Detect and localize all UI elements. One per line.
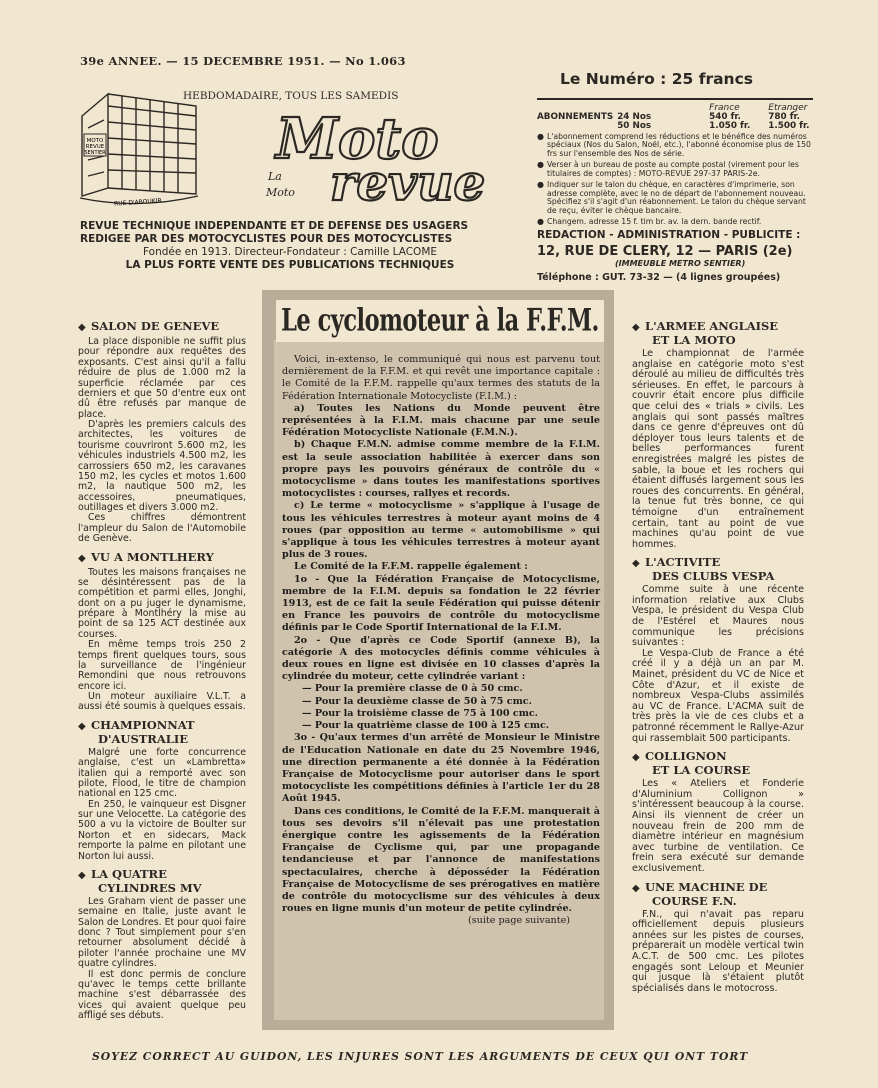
center-article-text: Voici, in-extenso, le communiqué qui nous est parvenu tout dernièrement de la F.F.M. et qui revêt une importance capitale : le Comité de la F.F.M. rappelle qu'aux termes des statuts de la Fédération Internationale Motocycliste (F.I.M.) : a) Toutes les Nations du Monde peuvent être représentées à la F.I.M. mais chacune par une seule Fédération Motocycliste Nationale (F.M.N.). b) Chaque F.M.N. admise comme membre de la F.I.M. est la seule association habilitée à exercer dans son propre pays les pouvoirs généraux de contrôle du « motocyclisme » dans toutes les manifestations sportives motocyclistes : courses, rallyes et records. c) Le terme « motocyclisme » s'applique à l'usage de tous les véhicules terrestres à moteur ayant moins de 4 roues (par opposition au terme « automobilisme » qui s'applique à tous les véhicules terrestres à moteur ayant plus de 3 roues. Le Comité de la F.F.M. rappelle également : 1o - Que la Fédération Française de Motocyclisme, membre de la F.I.M. depuis sa fondation le 22 février 1913, est de ce fait la seule Fédération qui puisse détenir en France les pouvoirs de contrôle du motocyclisme définis par le Code Sportif International de la F.I.M. 2o - Que d'après ce Code Sportif (annexe B), la catégorie A des motocycles définis comme véhicules à deux roues en ligne est divisée en 10 classes d'après la cylindrée du moteur, cette cylindrée variant : — Pour la première classe de 0 à 50 cmc. — Pour la deuxième classe de 50 à 75 cmc. — Pour la troisième classe de 75 à 100 cmc. — Pour la quatrième classe de 100 à 125 cmc. 3o - Qu'aux termes d'un arrêté de Monsieur le Ministre de l'Education Nationale en date du 25 Novembre 1946, une direction permanente a été donnée à la Fédération Française de Motocyclisme pour autoriser dans le sport motocycliste les compétitions définies à l'article 1er du 28 Août 1945. Dans ces conditions, le Comité de la F.F.M. manquerait à tous ses devoirs s'il n'élevait pas une protestation énergique contre les agissements de la Fédération Française de Cyclisme qui, par une propagande tendancieuse et par l'annonce de manifestations spectaculaires, cherche à déposséder la Fédération Française de Motocyclisme de ses prérogatives en matière de contrôle du motocyclisme sur des véhicules à deux roues en ligne munis d'un moteur de petite cylindrée. (suite page suivante) bbox=[282, 354, 600, 927]
logo-la: La bbox=[268, 170, 282, 183]
logo-moto: Moto bbox=[276, 106, 439, 172]
article bbox=[632, 881, 804, 995]
diamond-icon: ◆ bbox=[632, 752, 640, 764]
diamond-icon: ◆ bbox=[632, 322, 640, 333]
article-paragraph: En 250, le vainqueur est Disgner sur une Velocette. La catégorie des 500 a vu la victoire de Boulter sur Norton et en sidecars, Mack remporte la palme en pilotant une Norton lui aussi. bbox=[78, 798, 246, 862]
subscription-table bbox=[537, 104, 813, 131]
right-column bbox=[632, 320, 804, 1000]
diamond-icon: ◆ bbox=[78, 869, 86, 881]
building-sign-2: REVUE bbox=[85, 144, 105, 150]
article-heading: ◆ L'ACTIVITE DES CLUBS VESPA bbox=[632, 555, 775, 584]
diamond-icon: ◆ bbox=[78, 322, 86, 333]
moto-revue-logo bbox=[250, 100, 490, 210]
building-sign-3: SENTIER bbox=[84, 150, 106, 156]
article-heading: ◆ SALON DE GENEVE bbox=[78, 319, 220, 333]
row1-etranger: 780 fr. bbox=[768, 111, 800, 122]
article-paragraph: Toutes les maisons françaises ne se désintéressent pas de la compétition et parmi elles, Jonghi, dont on a pu juger le dynamisme, prépare à Montlhéry la mise au point de sa 125 ACT destinée aux courses. bbox=[78, 566, 246, 640]
row2-etranger: 1.500 fr. bbox=[768, 120, 810, 131]
tagline-4: LA PLUS FORTE VENTE DES PUBLICATIONS TECHNIQUES bbox=[125, 259, 455, 271]
article-heading: ◆ UNE MACHINE DE COURSE F.N. bbox=[632, 879, 768, 908]
price-title: Le Numéro : 25 francs bbox=[560, 70, 754, 88]
article bbox=[78, 551, 246, 713]
bullet-icon: ● bbox=[537, 160, 544, 170]
article-paragraph: Un moteur auxiliaire V.L.T. a aussi été soumis à quelques essais. bbox=[78, 691, 246, 713]
article-paragraph: Malgré une forte concurrence anglaise, c'est un «Lambretta» italien qui a remporté avec son pilote, Flood, le titre de champion national en 125 cmc. bbox=[78, 746, 246, 800]
subs-note: ● L'abonnement comprend les réductions et le bénéfice des numéros spéciaux (Nos du Salon, Noël, etc.), l'abonné économise plus de 150 frs sur l'ensemble des Nos de série. bbox=[537, 131, 811, 159]
article-paragraph: Le Vespa-Club de France a été créé il y a déjà un an par M. Mainet, président du VC de Nice et Côte d'Azur, et il existe de nombreux Vespa-Clubs assimilés au VC de France. L'ACMA suit de très près la vie de ces clubs et a patronné récemment le Rallye-Azur qui rassemblait 500 participants. bbox=[632, 647, 804, 744]
article bbox=[78, 719, 246, 862]
tagline-2: REDIGEE PAR DES MOTOCYCLISTES POUR DES MOTOCYCLISTES bbox=[80, 233, 453, 245]
logo-moto-small: Moto bbox=[266, 186, 295, 199]
bullet-icon: ● bbox=[537, 217, 544, 227]
bullet-icon: ● bbox=[537, 179, 544, 189]
article-heading: ◆ LA QUATRE CYLINDRES MV bbox=[78, 866, 202, 895]
diamond-icon: ◆ bbox=[78, 720, 86, 732]
article-paragraph: Le championnat de l'armée anglaise en catégorie moto s'est déroulé au milieu de difficultés très sérieuses. En effet, le parcours à couvrir était encore plus difficile que celui des « trials » civils. Les anglais qui sont passés maîtres dans ce genre d'épreuves ont dû déployer tous leurs talents et de belles performances furent enregistrées malgré les pistes de sable, la boue et les rochers qui étaient diffusés largement sous les roues des concurrents. En général, la tenue fut très bonne, ce qui témoigne d'un entraînement certain, tant au point de vue machines qu'au point de vue hommes. bbox=[632, 348, 804, 550]
article-paragraph: Il est donc permis de conclure qu'avec le temps cette brillante machine s'est débarrassée des vices qui avaient quelque peu affligé ses débuts. bbox=[78, 968, 246, 1021]
article bbox=[78, 868, 246, 1022]
col-etranger: Etranger bbox=[768, 103, 808, 113]
center-article-box bbox=[262, 290, 614, 1030]
subs-note: ● Indiquer sur le talon du chèque, en caractères d'imprimerie, son adresse complète, avec le no de départ de l'abonnement nouveau. Spécifiez s'il s'agit d'un réabonnement. Le talon du chèque servant de reçu, éviter le chèque bancaire. bbox=[537, 179, 806, 216]
article-heading: ◆ VU A MONTLHERY bbox=[78, 549, 214, 564]
subs-note: ● Changem. adresse 15 f. tim br. av. la dern. bande rectif. bbox=[537, 217, 762, 227]
tagline-1: REVUE TECHNIQUE INDEPENDANTE ET DE DEFENSE DES USAGERS bbox=[80, 220, 469, 232]
redaction-line: REDACTION - ADMINISTRATION - PUBLICITE : bbox=[537, 229, 801, 241]
building-street: RUE D'ABOUKIR bbox=[113, 197, 162, 208]
bullet-icon: ● bbox=[537, 131, 544, 141]
subscription-block bbox=[537, 104, 813, 227]
price-divider bbox=[537, 98, 813, 100]
diamond-icon: ◆ bbox=[78, 552, 86, 564]
weekly-note: HEBDOMADAIRE, TOUS LES SAMEDIS bbox=[183, 90, 399, 102]
building-line: (IMMEUBLE METRO SENTIER) bbox=[615, 259, 746, 268]
row1-issues: 24 Nos bbox=[617, 111, 652, 122]
article-paragraph: Ces chiffres démontrent l'ampleur du Salon de l'Automobile de Genève. bbox=[78, 512, 246, 545]
article-paragraph: En même temps trois 250 2 temps firent quelques tours, sous la surveillance de l'ingénieur Remondini que nous retrouvons encore ici. bbox=[78, 639, 246, 692]
article bbox=[632, 556, 804, 744]
logo-revue: revue bbox=[330, 153, 486, 210]
article-paragraph: Les « Ateliers et Fonderie d'Aluminium Collignon » s'intéressent beaucoup à la course. Ainsi ils viennent de créer un nouveau frein de 200 mm de diamètre intérieur en magnésium avec turbine de ventilation. Ce frein sera exécuté sur demande exclusivement. bbox=[632, 778, 804, 874]
subs-label: ABONNEMENTS bbox=[537, 111, 614, 122]
row2-france: 1.050 fr. bbox=[709, 120, 751, 131]
center-title: Le cyclomoteur à la F.F.M. bbox=[281, 303, 599, 339]
subs-note: ● Verser à un bureau de poste au compte postal (virement pour les titulaires de comptes) : MOTO-REVUE 297-37 PARIS-2e. bbox=[537, 160, 799, 178]
article-paragraph: F.N., qui n'avait pas reparu officiellement depuis plusieurs années sur les pistes de courses, préparerait un modèle vertical twin A.C.T. de 500 cmc. Les pilotes engagés sont Leloup et Meunier qui jusque là s'étaient plutôt spécialisés dans le motocross. bbox=[632, 908, 804, 994]
footer-motto: SOYEZ CORRECT AU GUIDON, LES INJURES SONT LES ARGUMENTS DE CEUX QUI ONT TORT bbox=[92, 1050, 749, 1063]
building-sign-1: MOTO bbox=[86, 138, 104, 144]
left-column bbox=[78, 320, 246, 1027]
article-heading: ◆ COLLIGNON ET LA COURSE bbox=[632, 749, 751, 778]
article-paragraph: Les Graham vient de passer une semaine en Italie, juste avant le Salon de Londres. Et pour quoi faire donc ? Tout simplement pour s'en retourner absolument décidé à piloter l'année prochaine une MV quatre cylindres. bbox=[78, 895, 246, 970]
diamond-icon: ◆ bbox=[632, 558, 640, 570]
article bbox=[632, 750, 804, 874]
article-paragraph: D'après les premiers calculs des architectes, les voitures de tourisme couvriront 5.600 m2, les véhicules industriels 4.500 m2, les carrossiers 650 m2, les caravanes 150 m2, les cycles et motos 1.600 m2, la nautique 500 m2, les accessoires, pneumatiques, outillages et divers 3.000 m2. bbox=[78, 419, 246, 513]
article-paragraph: La place disponible ne suffit plus pour répondre aux requêtes des exposants. C'est ainsi qu'il a fallu réduire de plus de 1.000 m2 la superficie réclamée par ces derniers et que 50 d'entre eux ont dû être refusés par manque de place. bbox=[78, 336, 246, 420]
article bbox=[632, 320, 804, 550]
address-line: 12, RUE DE CLERY, 12 — PARIS (2e) bbox=[537, 244, 793, 259]
continued-note: (suite page suivante) bbox=[468, 915, 570, 927]
contact-block bbox=[537, 229, 813, 283]
center-title-banner bbox=[276, 300, 604, 342]
article-heading: ◆ L'ARMEE ANGLAISE ET LA MOTO bbox=[632, 319, 779, 347]
diamond-icon: ◆ bbox=[632, 882, 640, 894]
row1-france: 540 fr. bbox=[709, 111, 741, 122]
building-illustration bbox=[78, 76, 200, 208]
tagline-3: Fondée en 1913. Directeur-Fondateur : Camille LACOME bbox=[142, 246, 438, 258]
article-paragraph: Comme suite à une récente information relative aux Clubs Vespa, le président du Vespa Club de l'Estérel et Maures nous communique les précisions suivantes : bbox=[632, 584, 804, 649]
article-heading: ◆ CHAMPIONNAT D'AUSTRALIE bbox=[78, 717, 195, 746]
col-france: France bbox=[709, 103, 740, 113]
row2-issues: 50 Nos bbox=[617, 120, 652, 131]
phone-line: Téléphone : GUT. 73-32 — (4 lignes groupées) bbox=[537, 272, 781, 283]
issue-line: 39e ANNEE. — 15 DECEMBRE 1951. — No 1.063 bbox=[80, 54, 406, 68]
article bbox=[78, 320, 246, 545]
masthead-taglines bbox=[80, 220, 500, 272]
